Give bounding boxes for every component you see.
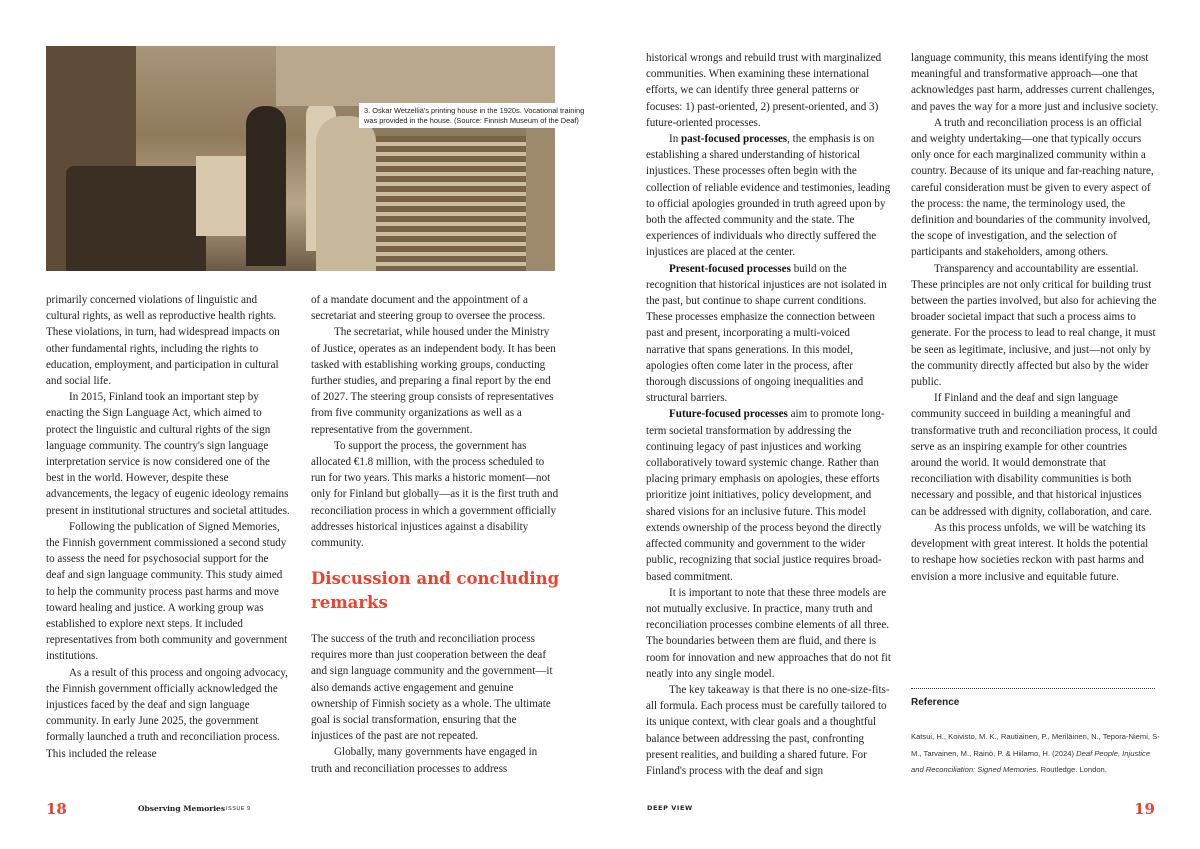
paragraph: As a result of this process and ongoing advocacy, the Finnish government officially acknowledged the injustices faced by the deaf and sign language community. In early June 2025, the government formally launched a truth and reconciliation process. This included the release bbox=[46, 666, 288, 760]
section-label: DEEP VIEW bbox=[647, 804, 693, 812]
paragraph: As this process unfolds, we will be watching its development with great interest. It holds the potential to reshape how societies reckon with past harms and envision a more inclusive and equitable future. bbox=[911, 521, 1149, 583]
text: build on the recognition that historical injustices are not isolated in the past, but continue to shape current conditions. These processes emphasize the connection between past and present, incorporating a multi-voiced narrative that spans generations. In this model, apologies often come later in the process, after thorough discussions of ongoing inequalities and structural barriers. bbox=[646, 262, 887, 405]
paragraph bbox=[646, 131, 892, 261]
citation-publisher: . Routledge. London. bbox=[1036, 765, 1107, 774]
reference-citation bbox=[911, 729, 1161, 779]
citation-authors: Katsui, H., Koivisto, M. K., Rautiainen, P., Meriläinen, N., Tepora-Niemi, S-M., Tarvainen, M., Rainò, P. & Hiilamo, H. (2024) bbox=[911, 732, 1160, 758]
paragraph: Globally, many governments have engaged in truth and reconciliation processes to address bbox=[311, 746, 538, 775]
paragraph: The secretariat, while housed under the Ministry of Justice, operates as an independent body. It has been tasked with establishing working groups, conducting further studies, and preparing a final report by the end of 2027. The steering group consists of representatives from five community organizations as well as a representative from the government. bbox=[311, 326, 556, 436]
citation-book-title: Deaf People, Injustice and Reconciliation: Signed Memories bbox=[911, 748, 1151, 774]
text: aim to promote long-term societal transformation by addressing the continuing legacy of past injustices and working collaboratively toward systemic change. Rather than placing primary emphasis on apologies, these efforts prioritize joint initiatives, policy development, and shared visions for an inclusive future. This model extends ownership of the process beyond the directly affected community and government to the wider public, recognizing that social justice requires broad-based commitment. bbox=[646, 408, 885, 583]
reference-heading: Reference bbox=[911, 697, 960, 708]
paragraph: A truth and reconciliation process is an official and weighty undertaking—one that typically occurs only once for each marginalized community within a country. Because of its unique and far-reaching nature, careful consideration must be given to every aspect of the process: the name, the terminology used, the definition and boundaries of the community involved, the scope of investigation, and the selection of participants and stakeholders, among others. bbox=[911, 116, 1154, 259]
issue-label: ISSUE 9 bbox=[226, 806, 251, 812]
paragraph bbox=[646, 261, 892, 407]
right-column-1 bbox=[646, 50, 892, 779]
paragraph: primarily concerned violations of linguistic and cultural rights, as well as reproductive health rights. These violations, in turn, had widespread impacts on other fundamental rights, including the rights to education, employment, and participation in cultural and social life. bbox=[46, 294, 280, 388]
paragraph: historical wrongs and rebuild trust with marginalized communities. When examining these international efforts, we can identify three general patterns or focuses: 1) past-oriented, 2) present-oriented, and 3) future-oriented processes. bbox=[646, 52, 882, 129]
bold-term: Present-focused processes bbox=[669, 262, 791, 275]
bold-term: past-focused processes bbox=[681, 133, 788, 146]
page-number-left: 18 bbox=[46, 800, 67, 818]
paragraph: language community, this means identifying the most meaningful and transformative approach—one that acknowledges past harm, addresses current challenges, and paves the way for a more just and inclusive society. bbox=[911, 52, 1159, 113]
page-number-right: 19 bbox=[1134, 800, 1155, 818]
text: In bbox=[669, 133, 682, 146]
paragraph: of a mandate document and the appointment of a secretariat and steering group to oversee the process. bbox=[311, 294, 546, 323]
paragraph: In 2015, Finland took an important step by enacting the Sign Language Act, which aimed to protect the linguistic and cultural rights of the sign language community. The country's sign language interpretation service is now considered one of the best in the world. However, despite these advancements, the legacy of eugenic ideology remains present in institutional structures and societal attitudes. bbox=[46, 391, 290, 517]
paragraph bbox=[646, 406, 892, 584]
paragraph: Transparency and accountability are essential. These principles are not only critical for building trust between the parties involved, but also for achieving the broader societal impact that such a process aims to generate. For the process to lead to real change, it must be seen as legitimate, inclusive, and just—not only by the community directly affected but also by the wider public. bbox=[911, 262, 1157, 389]
right-column-2 bbox=[911, 50, 1159, 585]
section-heading: Discussion and concluding remarks bbox=[311, 569, 560, 612]
paragraph: It is important to note that these three models are not mutually exclusive. In practice, many truth and reconciliation processes combine elements of all three. The boundaries between them are fluid, and there is room for innovation and new approaches that do not fit neatly into any single model. bbox=[646, 586, 891, 680]
paragraph: The key takeaway is that there is no one-size-fits-all formula. Each process must be carefully tailored to its unique context, with clear goals and a thoughtful balance between addressing the past, confronting present realities, and building a shared future. For Finland's process with the deaf and sign bbox=[646, 683, 890, 777]
magazine-title: Observing Memories bbox=[138, 804, 226, 813]
left-column-2 bbox=[311, 292, 559, 551]
photo-caption: 3. Oskar Wetzelliä's printing house in the 1920s. Vocational training was provided in the house. (Source: Finnish Museum of the Deaf) bbox=[359, 103, 593, 128]
paragraph: To support the process, the government has allocated €1.8 million, with the process scheduled to run for two years. This marks a historic moment—not only for Finland but globally—as it is the first truth and reconciliation process in which a government officially addresses historical injustices against a disability community. bbox=[311, 439, 559, 550]
left-column-1 bbox=[46, 292, 290, 762]
text: , the emphasis is on establishing a shared understanding of historical injustices. These processes often begin with the collection of reliable evidence and testimonies, leading to official apologies grounded in truth agreed upon by both the affected community and the state. The experiences of individuals who directly suffered the injustices are placed at the center. bbox=[646, 133, 891, 259]
printing-house-photo bbox=[46, 46, 585, 271]
bold-term: Future-focused processes bbox=[669, 408, 788, 421]
paragraph: Following the publication of Signed Memories, the Finnish government commissioned a second study to assess the need for psychosocial support for the deaf and sign language community. This study aimed to help the community process past harms and move toward healing and justice. A working group was established to explore next steps. It included representatives from both community and government institutions. bbox=[46, 520, 288, 663]
reference-divider bbox=[911, 688, 1155, 689]
paragraph: If Finland and the deaf and sign language community succeed in building a meaningful and transformative truth and reconciliation process, it could serve as an inspiring example for other countries around the world. It would demonstrate that reconciliation with disability communities is both necessary and possible, and that historical injustices can be addressed with dignity, collaboration, and care. bbox=[911, 392, 1158, 518]
left-column-2-continued bbox=[311, 631, 559, 777]
paragraph: The success of the truth and reconciliation process requires more than just cooperation between the deaf and sign language community and the government—it also demands active engagement and genuine ownership of Finnish society as a whole. The ultimate goal is social transformation, ensuring that the injustices of the past are not repeated. bbox=[311, 633, 553, 743]
